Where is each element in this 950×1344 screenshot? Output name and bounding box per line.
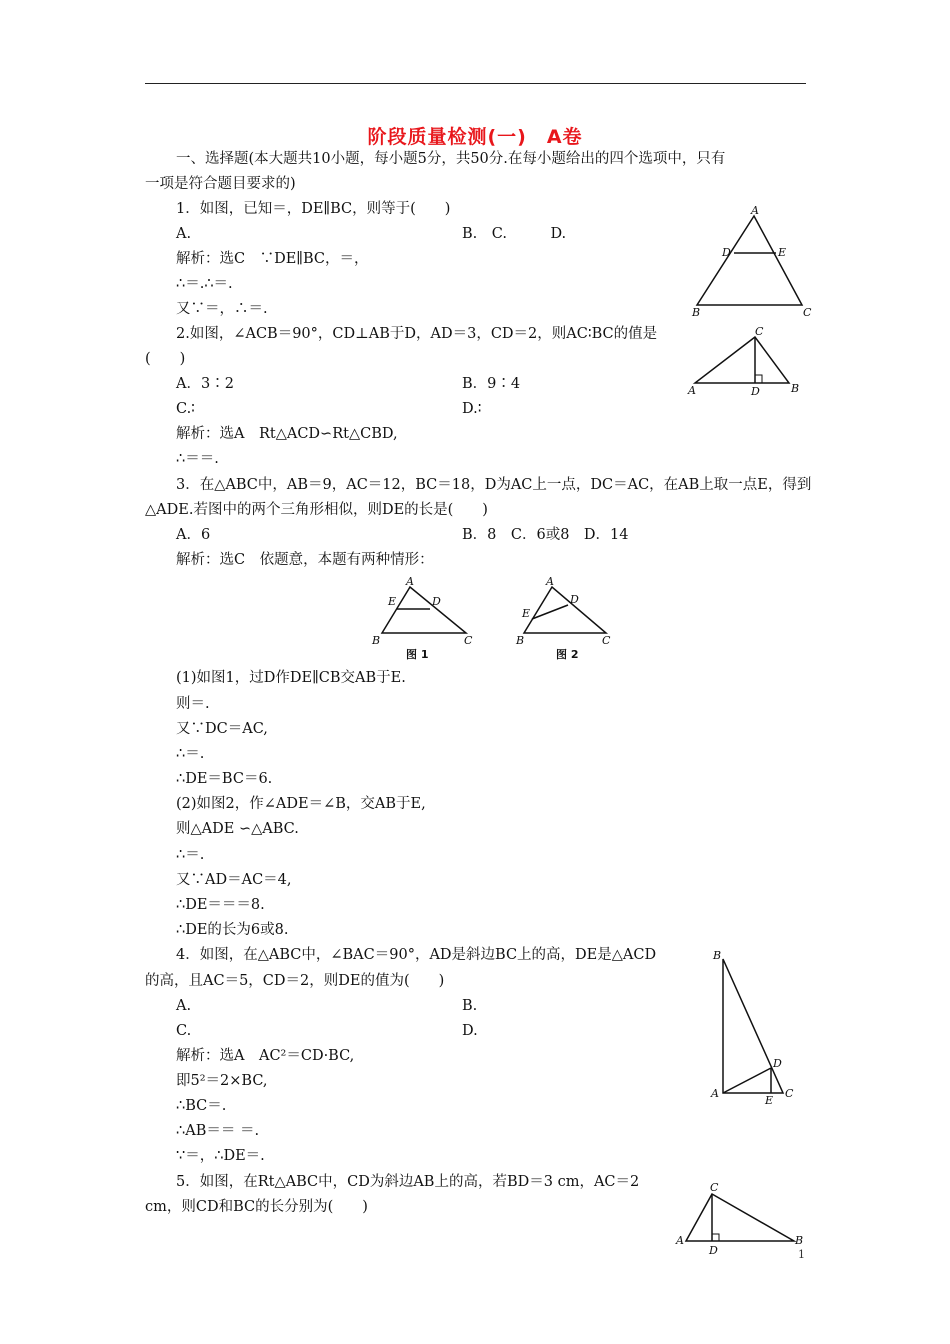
q2-option-c: C.∶ (176, 401, 195, 417)
q1-solution-3: 又∵＝，∴＝. (176, 301, 268, 317)
label-E: E (388, 595, 397, 608)
q4-solution-1: 解析：选A AC²＝CD·BC, (176, 1048, 355, 1064)
label-C: C (755, 325, 764, 338)
label-D: D (709, 1244, 718, 1257)
label-D: D (722, 246, 731, 259)
label-A: A (406, 575, 414, 588)
label-C: C (602, 634, 611, 647)
label-D: D (570, 593, 579, 606)
q3-step-8: ∴＝. (176, 847, 205, 863)
q4-option-c: C. (176, 1023, 192, 1039)
q4-solution-2: 即5²＝2×BC, (176, 1073, 268, 1089)
label-B: B (795, 1234, 804, 1247)
label-E: E (765, 1094, 774, 1107)
label-A: A (688, 384, 696, 397)
q4-solution-3: ∴BC＝. (176, 1098, 227, 1114)
q3-step-7: 则△ADE ∽△ABC. (176, 821, 299, 837)
label-D: D (432, 595, 441, 608)
q3-options-bcd: B．8 C．6或8 D．14 (462, 527, 629, 543)
page-title: 阶段质量检测(一) A卷 (367, 126, 583, 148)
q4-option-b: B. (462, 998, 478, 1014)
label-B: B (713, 949, 722, 962)
q3-stem: 3．在△ABC中，AB＝9，AC＝12，BC＝18，D为AC上一点，DC＝AC，在AB上取一点E，得到 (176, 477, 812, 493)
q3-figure-1 (368, 575, 478, 663)
q3-step-11: ∴DE的长为6或8. (176, 922, 289, 938)
q4-solution-5: ∵＝，∴DE＝. (176, 1148, 265, 1164)
label-C: C (785, 1087, 794, 1100)
q1-figure (688, 203, 818, 321)
q2-option-a: A．3∶2 (176, 376, 234, 392)
top-rule (145, 83, 806, 84)
label-A: A (751, 204, 759, 217)
label-B: B (372, 634, 381, 647)
q3-figure-2 (510, 575, 620, 663)
q2-solution-1: 解析：选A Rt△ACD∽Rt△CBD, (176, 426, 398, 442)
q3-step-2: 则＝. (176, 696, 210, 712)
label-B: B (516, 634, 525, 647)
label-E: E (522, 607, 531, 620)
q2-option-b: B．9∶4 (462, 376, 521, 392)
q1-options-bcd: B. C. D. (462, 226, 567, 242)
q4-option-d: D. (462, 1023, 478, 1039)
q3-step-3: 又∵DC＝AC, (176, 721, 268, 737)
q4-stem: 4．如图，在△ABC中，∠BAC＝90°，AD是斜边BC上的高，DE是△ACD (176, 947, 657, 963)
label-A: A (676, 1234, 684, 1247)
q4-stem-cont: 的高，且AC＝5，CD＝2，则DE的值为( ) (145, 973, 445, 989)
q4-figure (705, 945, 800, 1107)
q3-option-a: A．6 (176, 527, 211, 543)
q2-figure (685, 325, 805, 397)
q2-stem: 2.如图，∠ACB＝90°，CD⊥AB于D，AD＝3，CD＝2，则AC∶BC的值是 (176, 326, 658, 342)
label-C: C (710, 1181, 719, 1194)
q2-option-d: D.∶ (462, 401, 482, 417)
q5-stem-cont: cm，则CD和BC的长分别为( ) (145, 1199, 368, 1215)
label-A: A (546, 575, 554, 588)
label-B: B (692, 306, 701, 319)
label-A: A (711, 1087, 719, 1100)
page-number: 1 (798, 1248, 805, 1261)
q5-stem: 5．如图，在Rt△ABC中，CD为斜边AB上的高，若BD＝3 cm，AC＝2 (176, 1174, 640, 1190)
label-B: B (791, 382, 800, 395)
q1-solution-2: ∴＝.∴＝. (176, 276, 233, 292)
q3-stem-cont: △ADE.若图中的两个三角形相似，则DE的长是( ) (145, 502, 488, 518)
q3-step-10: ∴DE＝＝＝8. (176, 897, 265, 913)
q3-step-5: ∴DE＝BC＝6. (176, 771, 273, 787)
label-E: E (778, 246, 787, 259)
section-heading: 一、选择题(本大题共10小题，每小题5分，共50分.在每小题给出的四个选项中，只有 (176, 151, 726, 167)
q1-solution-1: 解析：选C ∵DE∥BC，＝， (176, 251, 369, 267)
section-heading-cont: 一项是符合题目要求的) (145, 176, 296, 192)
q3-solution-1: 解析：选C 依题意，本题有两种情形： (176, 552, 434, 568)
q5-figure (674, 1177, 804, 1257)
q2-stem-cont: ( ) (145, 351, 186, 367)
q3-step-1: (1)如图1，过D作DE∥CB交AB于E. (176, 670, 406, 686)
q4-solution-4: ∴AB＝＝ ＝. (176, 1123, 260, 1139)
q3-step-6: (2)如图2，作∠ADE＝∠B，交AB于E, (176, 796, 426, 812)
q3-step-4: ∴＝. (176, 746, 205, 762)
label-C: C (803, 306, 812, 319)
figure-2-caption: 图 2 (556, 648, 579, 661)
q1-stem: 1．如图，已知＝，DE∥BC，则等于( ) (176, 201, 451, 217)
label-C: C (464, 634, 473, 647)
q2-solution-2: ∴＝＝. (176, 451, 219, 467)
q1-option-a: A. (176, 226, 192, 242)
figure-1-caption: 图 1 (406, 648, 429, 661)
label-D: D (773, 1057, 782, 1070)
q4-option-a: A. (176, 998, 192, 1014)
label-D: D (751, 385, 760, 397)
q3-step-9: 又∵AD＝AC＝4, (176, 872, 292, 888)
